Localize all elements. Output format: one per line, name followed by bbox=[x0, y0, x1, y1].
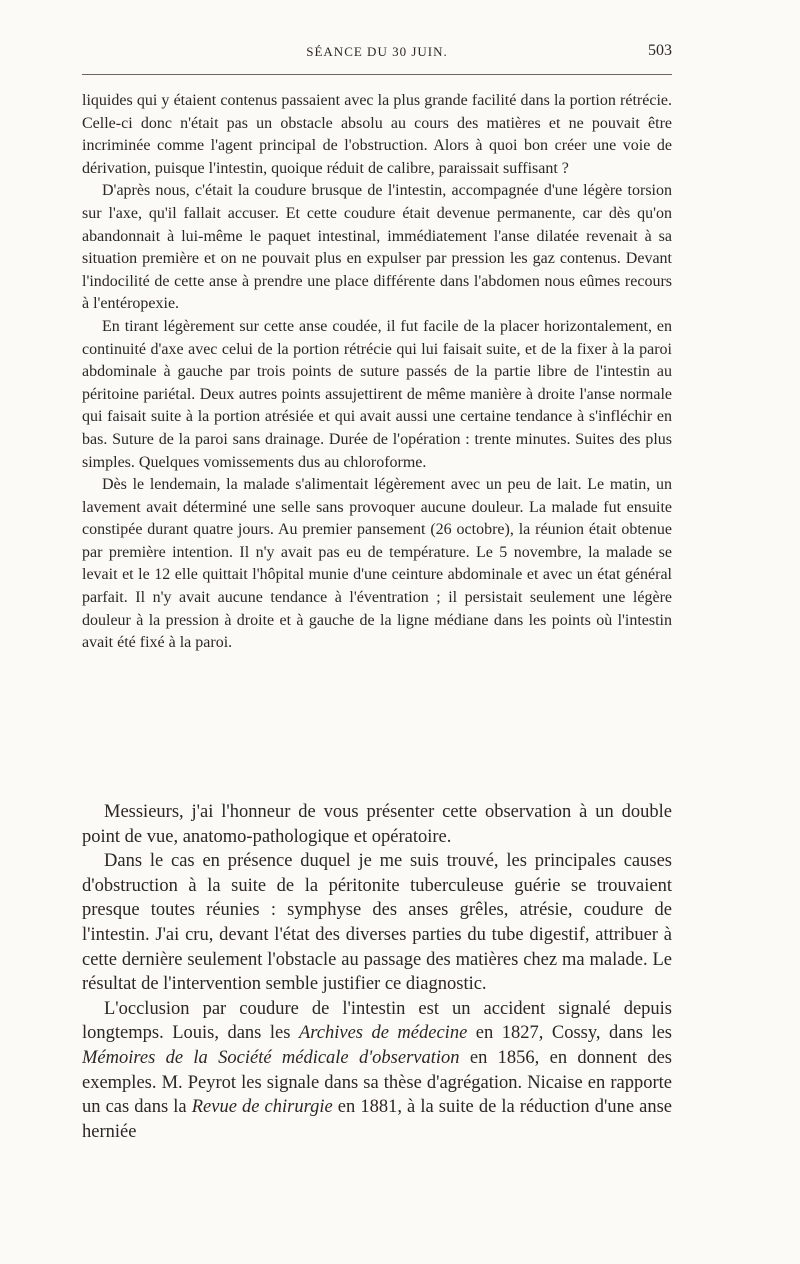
paragraph: En tirant légèrement sur cette anse coudée, il fut facile de la placer horizontalement, en continuité d'axe avec celui de la portion rétrécie qui lui faisait suite, et de la fixer à la paroi abdominale à gauche par trois points de suture passés de la partie libre de l'intestin au péritoine pariétal. Deux autres points assujettirent de même manière à droite l'anse normale qui faisait suite à la portion atrésiée et qui avait aussi une certaine tendance à s'infléchir en bas. Suture de la paroi sans drainage. Durée de l'opération : trente minutes. Suites des plus simples. Quelques vomissements dus au chloroforme. bbox=[82, 317, 672, 471]
page-header bbox=[82, 40, 672, 70]
discussion-text bbox=[82, 800, 672, 1144]
header-rule bbox=[82, 74, 672, 75]
page-number: 503 bbox=[648, 42, 672, 59]
paragraph: liquides qui y étaient contenus passaient avec la plus grande facilité dans la portion rétrécie. Celle-ci donc n'était pas un obstacle absolu au cours des matières et ne pouvait être incriminée comme l'agent principal de l'obstruction. Alors à quoi bon créer une voie de dérivation, puisque l'intestin, quoique réduit de calibre, paraissait suffisant ? bbox=[82, 92, 672, 177]
text-span: L'occlusion par coudure de l'intestin est un accident signalé depuis longtemps. Louis, dans les bbox=[82, 998, 672, 1044]
text-span: en 1827, Cossy, dans les bbox=[467, 1023, 672, 1044]
citation-title: Mémoires de la Société médicale d'observation bbox=[82, 1047, 460, 1068]
paragraph: Messieurs, j'ai l'honneur de vous présenter cette observation à un double point de vue, anatomo-pathologique et opératoire. bbox=[82, 802, 672, 847]
case-report-text bbox=[82, 90, 672, 655]
running-title: SÉANCE DU 30 JUIN. bbox=[306, 44, 448, 59]
citation-title: Revue de chirurgie bbox=[191, 1097, 333, 1118]
paragraph: Dans le cas en présence duquel je me suis trouvé, les principales causes d'obstruction à la suite de la péritonite tuberculeuse guérie se trouvaient presque toutes réunies : symphyse des anses grêles, atrésie, coudure de l'intestin. J'ai cru, devant l'état des diverses parties du tube digestif, attribuer à cette dernière seulement l'obstacle au passage des matières chez ma malade. Le résultat de l'intervention semble justifier ce diagnostic. bbox=[82, 851, 672, 995]
citation-title: Archives de médecine bbox=[298, 1023, 468, 1044]
paragraph: D'après nous, c'était la coudure brusque de l'intestin, accompagnée d'une légère torsion sur l'axe, qu'il fallait accuser. Et cette coudure était devenue permanente, car dès qu'on abandonnait à lui-même le paquet intestinal, immédiatement l'anse dilatée revenait à sa situation première et on ne pouvait plus en expulser par pression les gaz contenus. Devant l'indocilité de cette anse à prendre une place différente dans l'abdomen nous eûmes recours à l'entéropexie. bbox=[82, 182, 672, 313]
text-span: en 1881, à la suite de la réduction d'une anse herniée bbox=[82, 1097, 672, 1142]
paragraph-with-citations bbox=[82, 997, 672, 1145]
text-span: en 1856, en donnent des exemples. M. Peyrot les signale dans sa thèse d'agrégation. Nicaise en rapporte un cas dans la bbox=[82, 1047, 672, 1118]
paragraph: Dès le lendemain, la malade s'alimentait légèrement avec un peu de lait. Le matin, un lavement avait déterminé une selle sans provoquer aucune douleur. La malade fut ensuite constipée durant quatre jours. Au premier pansement (26 octobre), la réunion était obtenue par première intention. Il n'y avait pas eu de température. Le 5 novembre, la malade se levait et le 12 elle quittait l'hôpital munie d'une ceinture abdominale et avec un état général parfait. Il n'y avait aucune tendance à l'éventration ; il persistait seulement une légère douleur à la pression à droite et à gauche de la ligne médiane dans les points où l'intestin avait été fixé à la paroi. bbox=[82, 476, 672, 652]
